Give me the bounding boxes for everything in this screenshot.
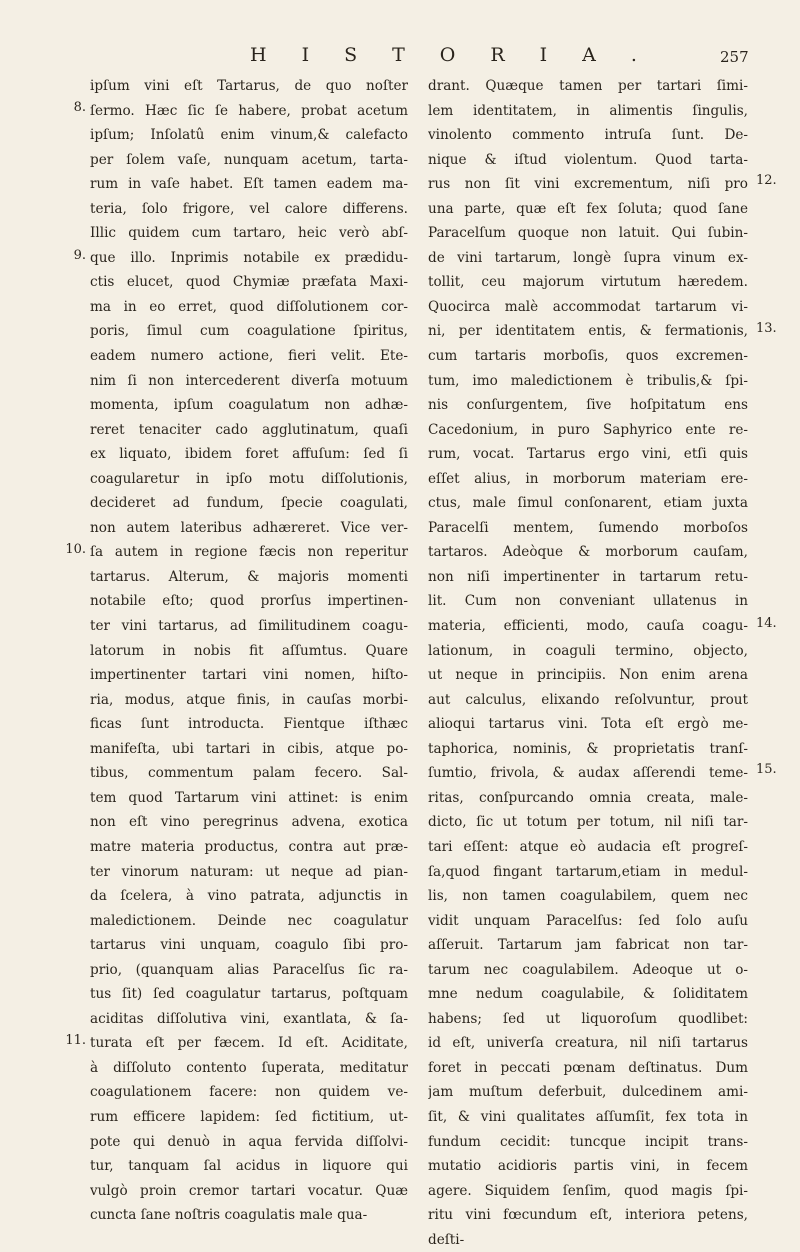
margin-number: 8. <box>73 100 86 115</box>
text-line: taphorica, nominis, & proprietatis tranſ- <box>428 740 748 757</box>
text-line: tibus, commentum palam fecero. Sal- <box>90 765 408 782</box>
text-line: ſermo. Hæc ſic ſe habere, probat acetum <box>90 102 408 119</box>
text-line: tartarus vini unquam, coagulo ſibi pro- <box>90 937 408 954</box>
text-line: ſa,quod fingant tartarum,etiam in medul- <box>428 863 748 880</box>
text-line: drant. Quæque tamen per tartari ſimi- <box>428 78 748 94</box>
text-line: matre materia productus, contra aut præ- <box>90 838 408 855</box>
text-line: nique & iſtud violentum. Quod tarta- <box>428 151 748 168</box>
text-line: vinolento commento intruſa ſunt. De- <box>428 127 748 144</box>
text-line: maledictionem. Deinde nec coagulatur <box>90 912 408 929</box>
text-line: Paracelſi mentem, ſumendo morboſos <box>428 519 748 536</box>
text-line: tur, tanquam ſal acidus in liquore qui <box>90 1158 408 1175</box>
text-line: nis conſurgentem, ſive hoſpitatum ens <box>428 397 748 414</box>
text-line: tum, imo maledictionem è tribulis,& ſpi- <box>428 372 748 389</box>
text-line: materia, efficienti, modo, cauſa coagu- <box>428 618 748 635</box>
text-line: eſſet alius, in morborum materiam ere- <box>428 470 748 487</box>
text-line: id eſt, univerſa creatura, nil niſi tartarus <box>428 1035 748 1052</box>
text-line: poris, ſimul cum coagulatione ſpiritus, <box>90 323 408 340</box>
text-line: dicto, ſic ut totum per totum, nil niſi tar- <box>428 814 748 831</box>
text-line: eadem numero actione, fieri velit. Ete- <box>90 348 408 365</box>
text-line: coagularetur in ipſo motu diſſolutionis, <box>90 470 408 487</box>
running-header <box>0 44 800 68</box>
text-line: aciditas diſſolutiva vini, exantlata, & ſa- <box>90 1010 408 1027</box>
text-line: tartaros. Adeòque & morborum cauſam, <box>428 544 748 561</box>
text-line: aſſeruit. Tartarum jam fabricat non tar- <box>428 937 748 954</box>
text-line: mne nedum coagulabile, & ſoliditatem <box>428 986 748 1003</box>
text-line: una parte, quæ eſt fex ſoluta; quod ſane <box>428 200 748 217</box>
margin-number: 13. <box>756 321 777 336</box>
text-line: non autem lateribus adhæreret. Vice ver- <box>90 519 408 536</box>
text-line: ipſum vini eſt Tartarus, de quo noſter <box>90 78 408 94</box>
text-line: ter vini tartarus, ad ſimilitudinem coagu- <box>90 618 408 635</box>
text-line: Illic quidem cum tartaro, heic verò abſ- <box>90 225 408 242</box>
text-line: lem identitatem, in alimentis ſingulis, <box>428 102 748 119</box>
text-line: coagulationem facere: non quidem ve- <box>90 1084 408 1101</box>
text-line: ex liquato, ibidem foret affuſum: ſed ſi <box>90 446 408 463</box>
text-line: manifeſta, ubi tartari in cibis, atque po- <box>90 740 408 757</box>
text-line: lit. Cum non conveniant ullatenus in <box>428 593 748 610</box>
text-line: prio, (quanquam alias Paracelſus ſic ra- <box>90 961 408 978</box>
text-line: aut calculus, elixando reſolvuntur, prout <box>428 691 748 708</box>
text-line: turata eſt per fæcem. Id eſt. Aciditate, <box>90 1035 408 1052</box>
text-line: ria, modus, atque finis, in cauſas morbi- <box>90 691 408 708</box>
left-column <box>90 74 408 1228</box>
text-line: tus ſit) ſed coagulatur tartarus, poſtquam <box>90 986 408 1003</box>
text-line: rum in vaſe habet. Eſt tamen eadem ma- <box>90 176 408 193</box>
text-line: lis, non tamen coagulabilem, quem nec <box>428 888 748 905</box>
text-line: alioqui tartarus vini. Tota eſt ergò me- <box>428 716 748 733</box>
text-line: vidit unquam Paracelſus: ſed ſolo auſu <box>428 912 748 929</box>
text-line: ipſum; Inſolatû enim vinum,& calefacto <box>90 127 408 144</box>
text-line: tartarus. Alterum, & majoris momenti <box>90 568 408 585</box>
text-line: à diſſoluto contento ſuperata, meditatur <box>90 1059 408 1076</box>
text-line: que illo. Inprimis notabile ex prædidu- <box>90 249 408 266</box>
text-line: ritas, conſpurcando omnia creata, male- <box>428 789 748 806</box>
text-line: pote qui denuò in aqua fervida diſſolvi- <box>90 1133 408 1150</box>
text-line: tem quod Tartarum vini attinet: is enim <box>90 789 408 806</box>
text-line: decideret ad fundum, ſpecie coagulati, <box>90 495 408 512</box>
text-line: vulgò proin cremor tartari vocatur. Quæ <box>90 1182 408 1199</box>
text-line: nim ſi non intercederent diverſa motuum <box>90 372 408 389</box>
text-line: non niſi impertinenter in tartarum retu- <box>428 568 748 585</box>
text-line: ſumtio, frivola, & audax aſſerendi teme- <box>428 765 748 782</box>
text-line: de vini tartarum, longè ſupra vinum ex- <box>428 249 748 266</box>
text-line: agere. Siquidem ſenſim, quod magis ſpi- <box>428 1182 748 1199</box>
text-line: latorum in nobis fit aſſumtus. Quare <box>90 642 408 659</box>
text-line: ctis elucet, quod Chymiæ præfata Maxi- <box>90 274 408 291</box>
text-line: rum, vocat. Tartarus ergo vini, etſi quis <box>428 446 748 463</box>
margin-number: 9. <box>73 248 86 263</box>
right-column <box>428 74 748 1252</box>
text-line: lationum, in coaguli termino, objecto, <box>428 642 748 659</box>
text-line: impertinenter tartari vini nomen, hiſto- <box>90 667 408 684</box>
text-line: ut neque in principiis. Non enim arena <box>428 667 748 684</box>
text-line: fundum cecidit: tuncque incipit trans- <box>428 1133 748 1150</box>
text-line: mutatio acidioris partis vini, in fecem <box>428 1158 748 1175</box>
text-line: rum efficere lapidem: ſed fictitium, ut- <box>90 1108 408 1125</box>
page-number: 257 <box>720 48 749 66</box>
text-line: tarum nec coagulabilem. Adeoque ut o- <box>428 961 748 978</box>
text-line: jam muſtum deferbuit, dulcedinem ami- <box>428 1084 748 1101</box>
running-title: HISTORIA. <box>250 44 672 66</box>
text-line: momenta, ipſum coagulatum non adhæ- <box>90 397 408 414</box>
text-line: ni, per identitatem entis, & fermationis, <box>428 323 748 340</box>
text-line: teria, ſolo frigore, vel calore differens. <box>90 200 408 217</box>
text-line: tari eſſent: atque eò audacia eſt progreſ- <box>428 838 748 855</box>
text-line: ritu vini fœcundum eſt, interiora petens, <box>428 1207 748 1224</box>
text-line: deſti- <box>428 1231 465 1248</box>
text-line: Paracelſum quoque non latuit. Qui ſubin- <box>428 225 748 242</box>
text-line: ficas ſunt introducta. Fientque iſthæc <box>90 716 408 733</box>
text-line: ma in eo erret, quod diſſolutionem cor- <box>90 298 408 315</box>
text-line: notabile eſto; quod prorſus impertinen- <box>90 593 408 610</box>
text-line: cuncta ſane noſtris coagulatis male qua- <box>90 1207 368 1224</box>
text-line: tollit, ceu majorum virtutum hæredem. <box>428 274 748 291</box>
text-line: ter vinorum naturam: ut neque ad pian- <box>90 863 408 880</box>
text-line: rus non ſit vini excrementum, niſi pro <box>428 176 748 193</box>
text-line: per ſolem vaſe, nunquam acetum, tarta- <box>90 151 408 168</box>
text-line: reret tenaciter cado agglutinatum, quaſi <box>90 421 408 438</box>
text-line: habens; ſed ut liquoroſum quodlibet: <box>428 1010 748 1027</box>
margin-number: 15. <box>756 762 777 777</box>
margin-number: 11. <box>65 1033 86 1048</box>
text-line: cum tartaris morboſis, quos excremen- <box>428 348 748 365</box>
text-line: ctus, male ſimul conſonarent, etiam juxta <box>428 495 748 512</box>
text-line: Cacedonium, in puro Saphyrico ente re- <box>428 421 748 438</box>
text-line: Quocirca malè accommodat tartarum vi- <box>428 298 748 315</box>
margin-number: 10. <box>65 542 86 557</box>
text-line: non eſt vino peregrinus advena, exotica <box>90 814 408 831</box>
text-line: ſa autem in regione fæcis non reperitur <box>90 544 408 561</box>
text-line: ſit, & vini qualitates aſſumſit, fex tota in <box>428 1108 748 1125</box>
text-line: da ſcelera, à vino patrata, adjunctis in <box>90 888 408 905</box>
margin-number: 14. <box>756 616 777 631</box>
margin-number: 12. <box>756 173 777 188</box>
text-line: foret in peccati pœnam deſtinatus. Dum <box>428 1059 748 1076</box>
